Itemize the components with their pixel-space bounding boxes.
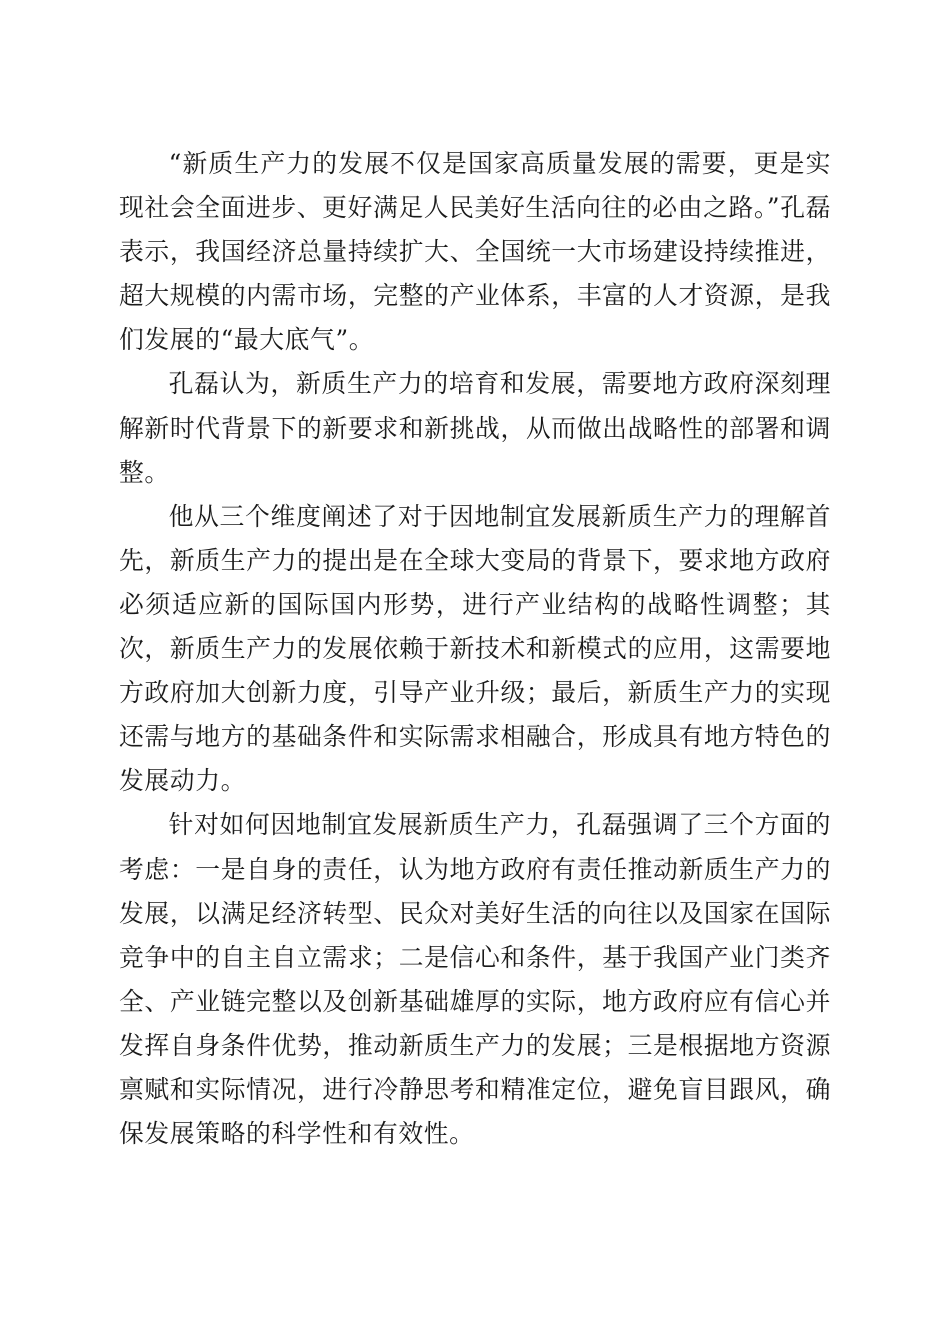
paragraph-4: 针对如何因地制宜发展新质生产力，孔磊强调了三个方面的考虑：一是自身的责任，认为地方政府有责任推动新质生产力的发展，以满足经济转型、民众对美好生活的向往以及国家在国际竞争中的自主自立需求；二是信心和条件，基于我国产业门类齐全、产业链完整以及创新基础雄厚的实际，地方政府应有信心并发挥自身条件优势，推动新质生产力的发展；三是根据地方资源禀赋和实际情况，进行冷静思考和精准定位，避免盲目跟风，确保发展策略的科学性和有效性。 [119, 810, 831, 1149]
paragraph-2: 孔磊认为，新质生产力的培育和发展，需要地方政府深刻理解新时代背景下的新要求和新挑战，从而做出战略性的部署和调整。 [119, 369, 831, 487]
paragraph-3: 他从三个维度阐述了对于因地制宜发展新质生产力的理解首先，新质生产力的提出是在全球大变局的背景下，要求地方政府必须适应新的国际国内形势，进行产业结构的战略性调整；其次，新质生产力的发展依赖于新技术和新模式的应用，这需要地方政府加大创新力度，引导产业升级；最后，新质生产力的实现还需与地方的基础条件和实际需求相融合，形成具有地方特色的发展动力。 [119, 501, 831, 796]
paragraph-1: “新质生产力的发展不仅是国家高质量发展的需要，更是实现社会全面进步、更好满足人民美好生活向往的必由之路。”孔磊表示，我国经济总量持续扩大、全国统一大市场建设持续推进，超大规模的内需市场，完整的产业体系，丰富的人才资源，是我们发展的“最大底气”。 [119, 149, 831, 355]
article-body [119, 142, 831, 1156]
